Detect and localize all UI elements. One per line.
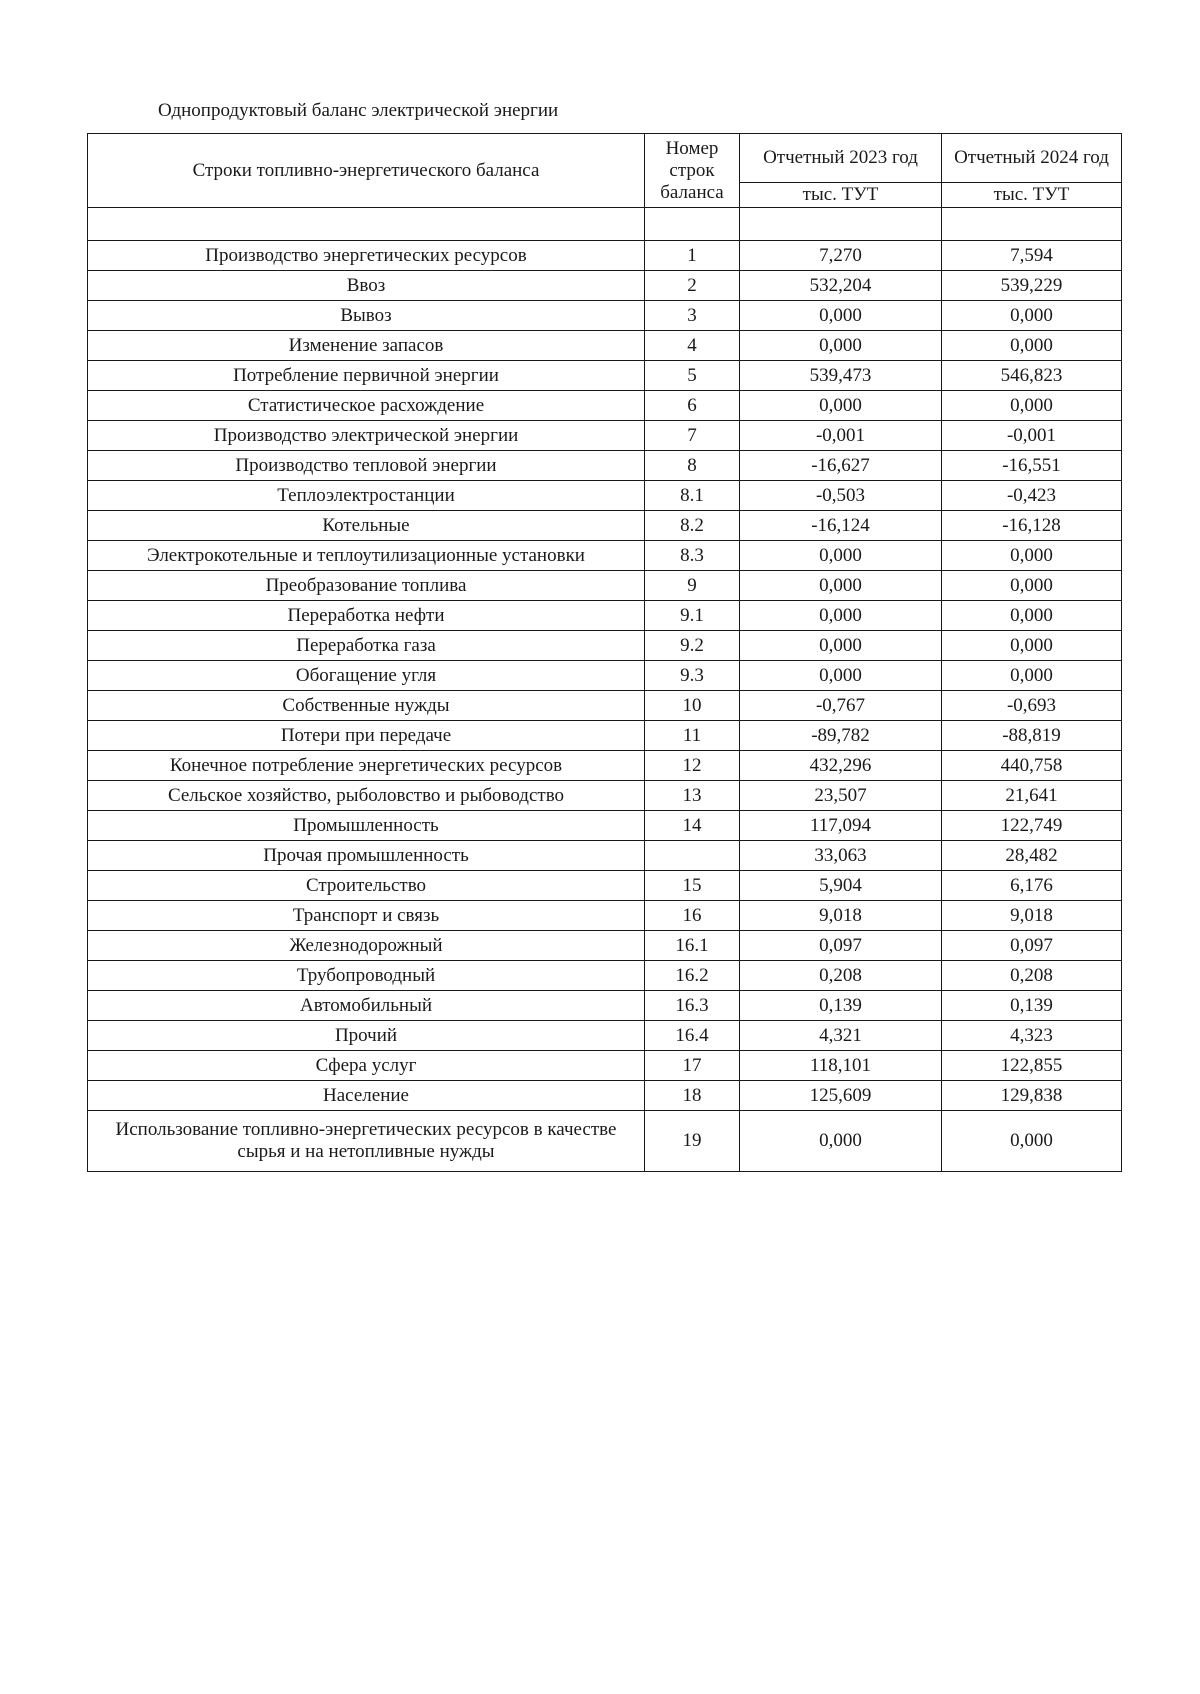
row-value-2024-cell: -16,128	[942, 511, 1122, 541]
row-number-cell: 8	[645, 451, 740, 481]
row-value-2023-cell: 0,000	[740, 541, 942, 571]
table-row	[88, 721, 1122, 751]
row-number-cell: 12	[645, 751, 740, 781]
table-row	[88, 751, 1122, 781]
row-name-cell: Переработка газа	[88, 631, 645, 661]
row-value-2024-cell: 0,139	[942, 991, 1122, 1021]
row-name-cell: Сельское хозяйство, рыболовство и рыбоводство	[88, 781, 645, 811]
row-number-cell: 16.3	[645, 991, 740, 1021]
row-value-2023-cell: 539,473	[740, 361, 942, 391]
table-row	[88, 301, 1122, 331]
row-name-cell: Преобразование топлива	[88, 571, 645, 601]
row-value-2023-cell: 4,321	[740, 1021, 942, 1051]
header-unit-2024: тыс. ТУТ	[942, 183, 1122, 208]
row-value-2024-cell: 6,176	[942, 871, 1122, 901]
row-value-2024-cell: 0,000	[942, 601, 1122, 631]
row-number-cell: 18	[645, 1081, 740, 1111]
row-name-cell: Трубопроводный	[88, 961, 645, 991]
row-value-2024-cell: 440,758	[942, 751, 1122, 781]
row-value-2023-cell: 0,000	[740, 571, 942, 601]
table-body	[88, 208, 1122, 1172]
row-number-cell: 16.4	[645, 1021, 740, 1051]
row-value-2024-cell: 546,823	[942, 361, 1122, 391]
row-value-2024-cell: -16,551	[942, 451, 1122, 481]
row-name-cell: Транспорт и связь	[88, 901, 645, 931]
row-name-cell: Конечное потребление энергетических ресурсов	[88, 751, 645, 781]
row-name-cell: Производство тепловой энергии	[88, 451, 645, 481]
row-name-cell: Котельные	[88, 511, 645, 541]
row-value-2023-cell: 0,097	[740, 931, 942, 961]
row-name-cell: Автомобильный	[88, 991, 645, 1021]
row-name-cell: Теплоэлектростанции	[88, 481, 645, 511]
row-number-cell: 16	[645, 901, 740, 931]
row-number-cell: 9	[645, 571, 740, 601]
row-value-2024-cell: -0,001	[942, 421, 1122, 451]
row-name-cell: Обогащение угля	[88, 661, 645, 691]
table-row	[88, 1051, 1122, 1081]
row-number-cell: 8.1	[645, 481, 740, 511]
row-number-cell: 16.1	[645, 931, 740, 961]
row-name-cell: Прочая промышленность	[88, 841, 645, 871]
row-number-cell: 15	[645, 871, 740, 901]
row-name-cell: Промышленность	[88, 811, 645, 841]
row-value-2023-cell: -0,503	[740, 481, 942, 511]
spacer-cell	[942, 208, 1122, 241]
row-value-2024-cell: 21,641	[942, 781, 1122, 811]
table-header	[88, 134, 1122, 208]
row-name-cell: Использование топливно-энергетических ресурсов в качестве сырья и на нетопливные нужды	[88, 1111, 645, 1172]
table-row	[88, 691, 1122, 721]
header-year-2024: Отчетный 2024 год	[942, 134, 1122, 183]
row-value-2024-cell: 0,000	[942, 301, 1122, 331]
table-row	[88, 931, 1122, 961]
document-title: Однопродуктовый баланс электрической энергии	[158, 100, 559, 121]
row-value-2023-cell: 7,270	[740, 241, 942, 271]
row-value-2023-cell: 0,000	[740, 631, 942, 661]
table-row	[88, 421, 1122, 451]
table-row	[88, 991, 1122, 1021]
row-number-cell: 3	[645, 301, 740, 331]
table-row	[88, 871, 1122, 901]
table-row	[88, 661, 1122, 691]
row-name-cell: Собственные нужды	[88, 691, 645, 721]
table-row	[88, 451, 1122, 481]
row-number-cell: 5	[645, 361, 740, 391]
row-number-cell: 10	[645, 691, 740, 721]
table-row	[88, 481, 1122, 511]
row-value-2024-cell: 0,000	[942, 541, 1122, 571]
table-row	[88, 601, 1122, 631]
row-name-cell: Население	[88, 1081, 645, 1111]
table-row	[88, 391, 1122, 421]
row-number-cell: 17	[645, 1051, 740, 1081]
row-number-cell: 11	[645, 721, 740, 751]
table-row	[88, 1111, 1122, 1172]
row-value-2024-cell: 9,018	[942, 901, 1122, 931]
row-value-2024-cell: 7,594	[942, 241, 1122, 271]
row-value-2023-cell: 0,000	[740, 1111, 942, 1172]
row-number-cell: 9.3	[645, 661, 740, 691]
row-name-cell: Электрокотельные и теплоутилизационные установки	[88, 541, 645, 571]
row-value-2024-cell: 0,000	[942, 631, 1122, 661]
row-value-2024-cell: 0,000	[942, 1111, 1122, 1172]
row-number-cell: 8.2	[645, 511, 740, 541]
table-row	[88, 541, 1122, 571]
row-value-2023-cell: 9,018	[740, 901, 942, 931]
row-value-2023-cell: 125,609	[740, 1081, 942, 1111]
row-value-2023-cell: -16,627	[740, 451, 942, 481]
header-year-2023: Отчетный 2023 год	[740, 134, 942, 183]
row-value-2023-cell: 33,063	[740, 841, 942, 871]
row-value-2024-cell: 122,855	[942, 1051, 1122, 1081]
row-value-2023-cell: 532,204	[740, 271, 942, 301]
table-row	[88, 1081, 1122, 1111]
row-name-cell: Потребление первичной энергии	[88, 361, 645, 391]
row-name-cell: Строительство	[88, 871, 645, 901]
row-number-cell: 4	[645, 331, 740, 361]
row-value-2023-cell: -0,767	[740, 691, 942, 721]
row-value-2023-cell: 118,101	[740, 1051, 942, 1081]
row-value-2024-cell: 129,838	[942, 1081, 1122, 1111]
row-name-cell: Железнодорожный	[88, 931, 645, 961]
table-row	[88, 271, 1122, 301]
row-value-2024-cell: -0,423	[942, 481, 1122, 511]
row-name-cell: Производство энергетических ресурсов	[88, 241, 645, 271]
table-row	[88, 331, 1122, 361]
table-row	[88, 841, 1122, 871]
table-row	[88, 961, 1122, 991]
table-row	[88, 241, 1122, 271]
row-number-cell: 6	[645, 391, 740, 421]
row-value-2023-cell: 0,000	[740, 601, 942, 631]
row-value-2023-cell: 0,139	[740, 991, 942, 1021]
spacer-cell	[88, 208, 645, 241]
row-value-2023-cell: 23,507	[740, 781, 942, 811]
table-row	[88, 631, 1122, 661]
row-value-2023-cell: 5,904	[740, 871, 942, 901]
row-value-2023-cell: -0,001	[740, 421, 942, 451]
row-value-2023-cell: 0,000	[740, 391, 942, 421]
row-name-cell: Вывоз	[88, 301, 645, 331]
table-row	[88, 1021, 1122, 1051]
row-value-2023-cell: 0,000	[740, 331, 942, 361]
row-value-2024-cell: 539,229	[942, 271, 1122, 301]
table-row	[88, 901, 1122, 931]
row-value-2024-cell: 0,000	[942, 331, 1122, 361]
balance-table	[87, 133, 1122, 1172]
row-name-cell: Прочий	[88, 1021, 645, 1051]
spacer-cell	[645, 208, 740, 241]
row-number-cell: 16.2	[645, 961, 740, 991]
row-value-2024-cell: 0,097	[942, 931, 1122, 961]
row-name-cell: Статистическое расхождение	[88, 391, 645, 421]
row-number-cell: 7	[645, 421, 740, 451]
header-unit-2023: тыс. ТУТ	[740, 183, 942, 208]
row-value-2023-cell: -16,124	[740, 511, 942, 541]
row-number-cell: 13	[645, 781, 740, 811]
spacer-cell	[740, 208, 942, 241]
row-number-cell: 8.3	[645, 541, 740, 571]
row-number-cell	[645, 841, 740, 871]
row-number-cell: 14	[645, 811, 740, 841]
row-name-cell: Потери при передаче	[88, 721, 645, 751]
header-number-label: Номер строк баланса	[645, 134, 740, 208]
row-value-2023-cell: 432,296	[740, 751, 942, 781]
table-spacer-row	[88, 208, 1122, 241]
row-name-cell: Изменение запасов	[88, 331, 645, 361]
table-row	[88, 571, 1122, 601]
row-number-cell: 9.2	[645, 631, 740, 661]
row-value-2023-cell: 117,094	[740, 811, 942, 841]
row-name-cell: Ввоз	[88, 271, 645, 301]
row-number-cell: 1	[645, 241, 740, 271]
row-number-cell: 19	[645, 1111, 740, 1172]
row-value-2023-cell: -89,782	[740, 721, 942, 751]
row-number-cell: 9.1	[645, 601, 740, 631]
table-row	[88, 511, 1122, 541]
row-value-2024-cell: -0,693	[942, 691, 1122, 721]
row-number-cell: 2	[645, 271, 740, 301]
row-value-2023-cell: 0,208	[740, 961, 942, 991]
row-value-2023-cell: 0,000	[740, 661, 942, 691]
table-row	[88, 811, 1122, 841]
row-value-2024-cell: 122,749	[942, 811, 1122, 841]
row-value-2024-cell: 0,000	[942, 661, 1122, 691]
row-value-2024-cell: 28,482	[942, 841, 1122, 871]
row-name-cell: Переработка нефти	[88, 601, 645, 631]
header-rows-label: Строки топливно-энергетического баланса	[88, 134, 645, 208]
row-value-2024-cell: 0,000	[942, 391, 1122, 421]
row-value-2024-cell: 0,208	[942, 961, 1122, 991]
row-name-cell: Сфера услуг	[88, 1051, 645, 1081]
row-value-2023-cell: 0,000	[740, 301, 942, 331]
row-name-cell: Производство электрической энергии	[88, 421, 645, 451]
row-value-2024-cell: -88,819	[942, 721, 1122, 751]
table-row	[88, 781, 1122, 811]
row-value-2024-cell: 4,323	[942, 1021, 1122, 1051]
table-row	[88, 361, 1122, 391]
row-value-2024-cell: 0,000	[942, 571, 1122, 601]
